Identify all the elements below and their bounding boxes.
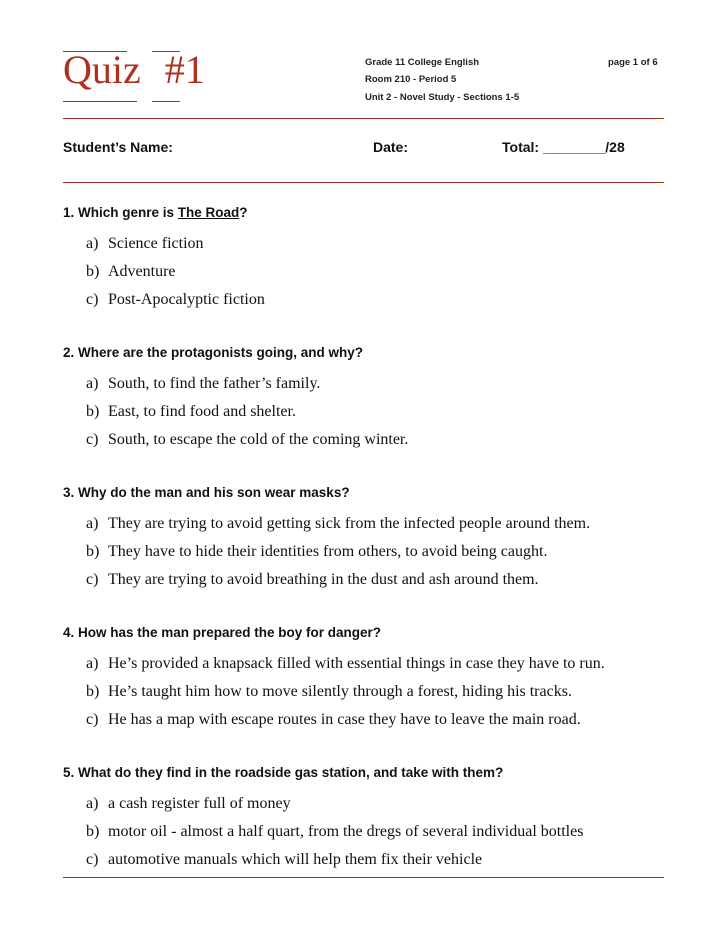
page-number: page 1 of 6 [608, 57, 658, 68]
option-5a [86, 795, 291, 813]
option-letter: c) [86, 291, 99, 308]
option-1c [86, 291, 265, 309]
question-4: 4. How has the man prepared the boy for danger? [63, 625, 382, 640]
option-letter: c) [86, 711, 99, 728]
option-letter: b) [86, 683, 100, 700]
question-5: 5. What do they find in the roadside gas station, and take with them? [63, 765, 504, 780]
total-field [502, 139, 625, 155]
option-text: East, to find food and shelter. [108, 403, 296, 420]
option-text: They have to hide their identities from others, to avoid being caught. [108, 543, 548, 560]
option-text: motor oil - almost a half quart, from the dregs of several individual bottles [108, 823, 584, 840]
option-text: South, to escape the cold of the coming winter. [108, 431, 409, 448]
option-text: He’s provided a knapsack filled with essential things in case they have to run. [108, 655, 605, 672]
logo-number: #1 [164, 47, 205, 92]
option-letter: b) [86, 543, 100, 560]
option-text: He has a map with escape routes in case they have to leave the main road. [108, 711, 581, 728]
option-text: a cash register full of money [108, 795, 291, 812]
option-letter: a) [86, 795, 99, 812]
logo-text: Quiz [63, 47, 141, 92]
total-label: Total: [502, 139, 540, 155]
option-4a [86, 655, 605, 673]
option-text: automotive manuals which will help them fix their vehicle [108, 851, 483, 868]
student-name-label: Student’s Name: [63, 139, 173, 155]
option-letter: c) [86, 431, 99, 448]
option-letter: a) [86, 655, 99, 672]
option-text: Science fiction [108, 235, 204, 252]
option-2a [86, 375, 320, 393]
option-5c [86, 851, 482, 869]
option-text: They are trying to avoid breathing in the dust and ash around them. [108, 571, 539, 588]
option-3c [86, 571, 539, 589]
option-2b [86, 403, 296, 421]
option-3a [86, 515, 590, 533]
logo-bottom-rule [63, 101, 137, 102]
option-text: Post-Apocalyptic fiction [108, 291, 265, 308]
total-max: /28 [605, 139, 625, 155]
option-letter: a) [86, 515, 99, 532]
option-text: South, to find the father’s family. [108, 375, 321, 392]
room-info: Room 210 - Period 5 [365, 74, 457, 85]
option-2c [86, 431, 408, 449]
option-5b [86, 823, 583, 841]
option-3b [86, 543, 547, 561]
book-title: The Road [177, 205, 240, 220]
date-label: Date: [373, 139, 409, 155]
course-name: Grade 11 College English [365, 57, 480, 68]
option-text: They are trying to avoid getting sick from the infected people around them. [108, 515, 591, 532]
info-divider [63, 182, 664, 183]
question-3: 3. Why do the man and his son wear masks? [63, 485, 350, 500]
unit-info: Unit 2 - Novel Study - Sections 1-5 [365, 92, 520, 103]
option-letter: a) [86, 235, 99, 252]
question-1-prefix: 1. Which genre is [63, 205, 178, 220]
question-1 [63, 205, 248, 220]
total-blank: ________ [542, 139, 606, 155]
option-1a [86, 235, 204, 253]
header-divider [63, 118, 664, 119]
option-letter: b) [86, 403, 100, 420]
question-1-suffix: ? [239, 205, 248, 220]
option-letter: b) [86, 823, 100, 840]
option-text: He’s taught him how to move silently through a forest, hiding his tracks. [108, 683, 572, 700]
option-1b [86, 263, 176, 281]
footer-divider [63, 877, 664, 878]
option-text: Adventure [108, 263, 176, 280]
option-letter: a) [86, 375, 99, 392]
logo-bottom-rule [152, 101, 180, 102]
option-letter: c) [86, 571, 99, 588]
quiz-logo [63, 47, 205, 92]
option-4b [86, 683, 572, 701]
question-2: 2. Where are the protagonists going, and why? [63, 345, 364, 360]
option-4c [86, 711, 581, 729]
option-letter: c) [86, 851, 99, 868]
option-letter: b) [86, 263, 100, 280]
